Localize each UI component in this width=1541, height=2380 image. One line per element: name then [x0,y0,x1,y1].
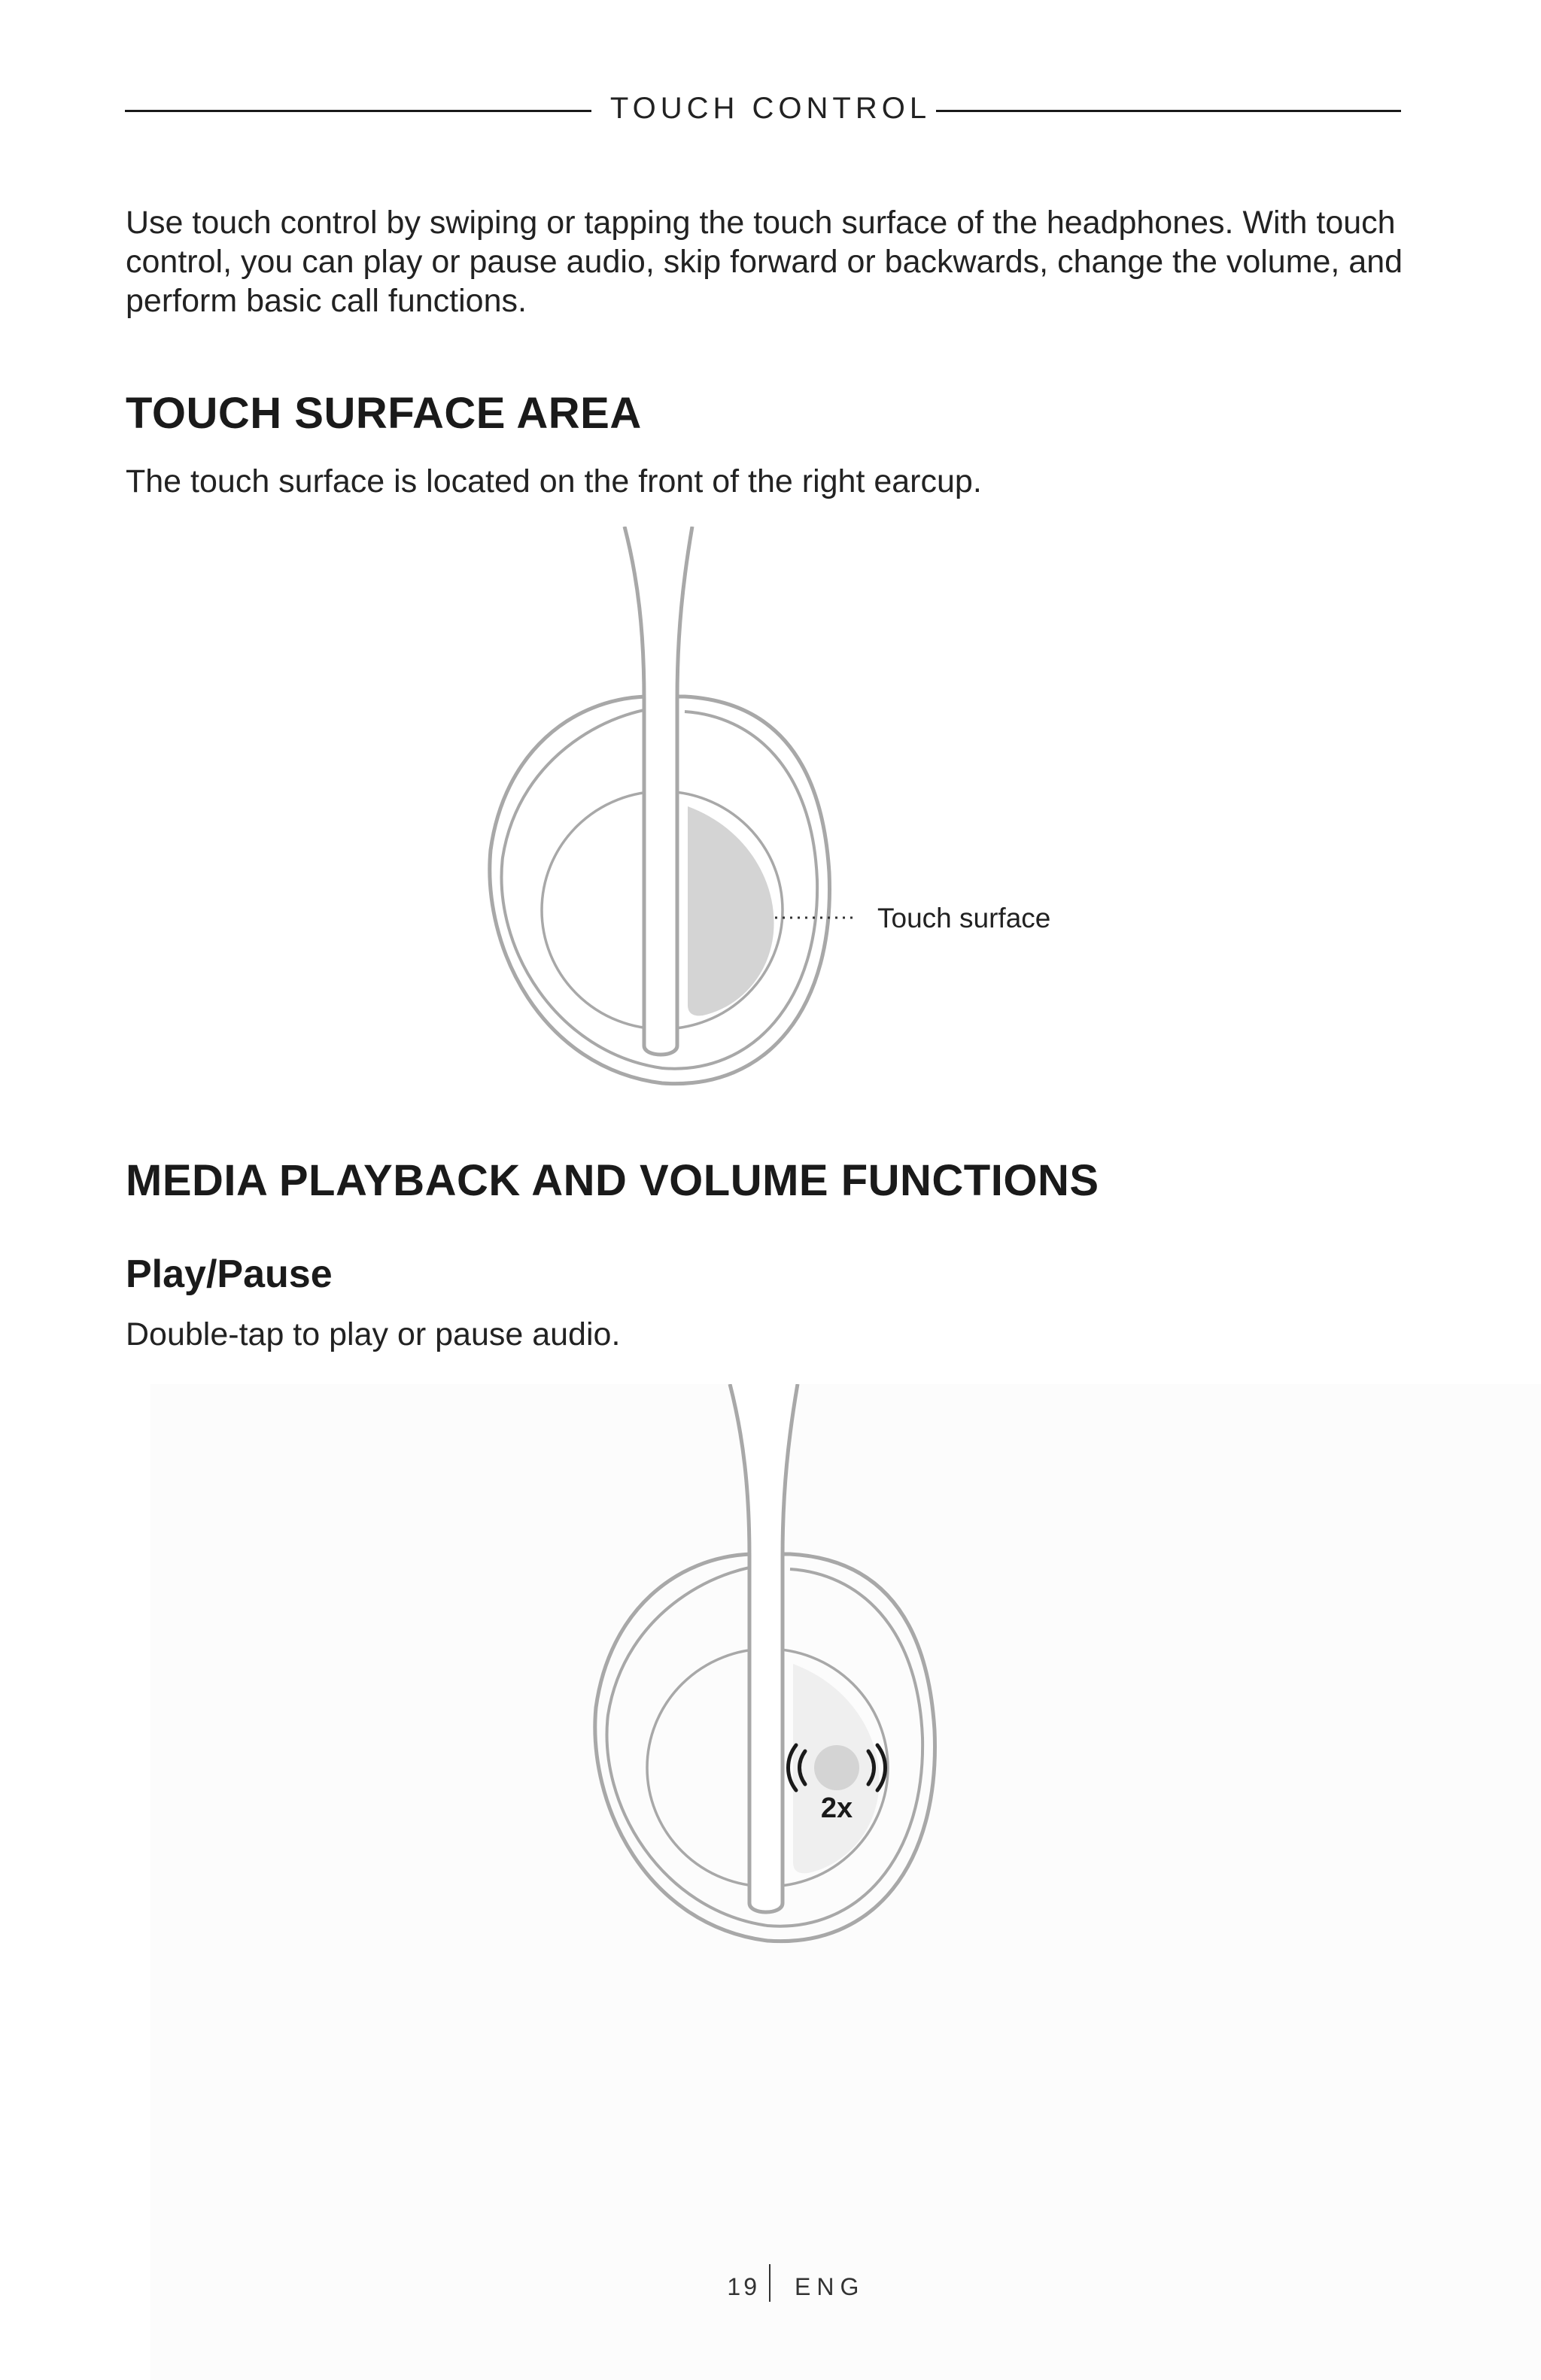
tap-point-icon [814,1745,859,1790]
page-number: 19 [727,2273,760,2300]
touch-surface-callout: Touch surface [877,903,1051,933]
intro-paragraph: Use touch control by swiping or tapping the touch surface of the headphones. With touch control, you can play or pause audio, skip forward or backwards, change the volume, and perform basic call functions. [126,205,1403,319]
play-pause-description: Double-tap to play or pause audio. [126,1316,621,1352]
header-rule-right [936,110,1401,112]
touch-surface-description: The touch surface is located on the front of the right earcup. [126,463,982,499]
play-pause-title: Play/Pause [126,1252,333,1296]
earcup-touch-surface-illustration [482,527,873,1098]
tap-count-label: 2x [820,1793,853,1824]
language-code: ENG [795,2273,865,2300]
footer-separator [769,2264,770,2302]
section-header: TOUCH CONTROL [609,92,932,125]
earcup-double-tap-illustration [587,1384,948,1956]
touch-surface-heading: TOUCH SURFACE AREA [126,389,642,438]
touch-surface-area [688,806,774,1015]
media-functions-heading: MEDIA PLAYBACK AND VOLUME FUNCTIONS [126,1156,1099,1205]
